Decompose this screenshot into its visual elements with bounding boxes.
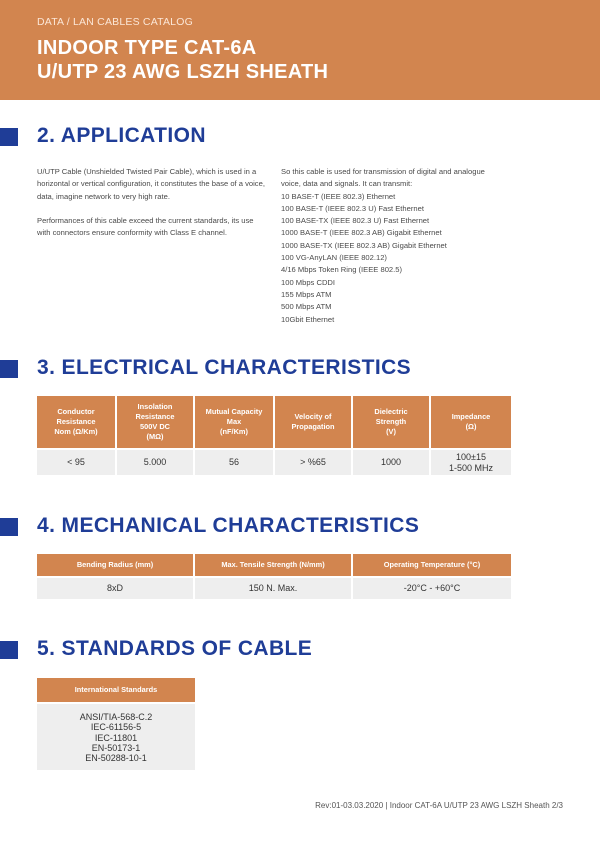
protocol-item: 4/16 Mbps Token Ring (IEEE 802.5) <box>281 265 403 275</box>
header-line: Dielectric <box>374 407 408 416</box>
header-line: Conductor <box>57 407 95 416</box>
bending-radius-value: 8xD <box>37 576 195 599</box>
impedance-value <box>431 448 511 475</box>
standards-list <box>37 704 195 770</box>
standard-item: IEC-61156-5 <box>90 722 142 733</box>
protocol-item: 500 Mbps ATM <box>281 302 332 312</box>
section-title-application: 2. APPLICATION <box>37 124 206 147</box>
application-paragraph-2: Performances of this cable exceed the current standards, its use with connectors ensure conformity with Class E channel. <box>37 215 254 238</box>
col-header-insulation-resistance <box>117 396 195 448</box>
conductor-resistance-value: < 95 <box>37 448 117 475</box>
section-marker-standards <box>0 641 18 659</box>
protocol-item: 100 BASE-T (IEEE 802.3 U) Fast Ethernet <box>281 203 424 213</box>
header-line: Impedance <box>451 412 491 421</box>
page-title <box>37 36 328 84</box>
insulation-resistance-value: 5.000 <box>117 448 195 475</box>
section-marker-electrical <box>0 360 18 378</box>
col-header-operating-temperature: Operating Temperature (°C) <box>353 554 511 576</box>
header-line: Strength <box>375 417 407 426</box>
protocol-item: 155 Mbps ATM <box>281 289 332 299</box>
protocol-item: 10Gbit Ethernet <box>281 314 335 324</box>
page-footer: Rev:01-03.03.2020 | Indoor CAT-6A U/UTP 23 AWG LSZH Sheath 2/3 <box>315 801 563 810</box>
section-title-standards: 5. STANDARDS OF CABLE <box>37 637 313 660</box>
impedance-value-line: 100±15 <box>456 451 486 462</box>
header-line: Nom (Ω/Km) <box>54 427 98 436</box>
col-header-velocity-of-propagation <box>275 396 353 448</box>
standard-item: ANSI/TIA-568-C.2 <box>79 712 153 722</box>
header-line: (MΩ) <box>146 432 164 441</box>
page-title-line-2: U/UTP 23 AWG LSZH SHEATH <box>37 61 329 83</box>
dielectric-strength-value: 1000 <box>353 448 431 475</box>
electrical-header-row <box>37 396 511 448</box>
impedance-value-line: 1-500 MHz <box>448 462 493 473</box>
header-line: 500V DC <box>140 422 170 431</box>
standards-header: International Standards <box>37 678 195 702</box>
header-line: Mutual Capacity <box>205 407 263 416</box>
protocol-item: 100 VG-AnyLAN (IEEE 802.12) <box>281 253 387 263</box>
application-left-column <box>37 166 269 239</box>
mutual-capacity-value: 56 <box>195 448 275 475</box>
mechanical-header-row <box>37 554 511 576</box>
electrical-table <box>37 396 511 475</box>
col-header-bending-radius: Bending Radius (mm) <box>37 554 195 576</box>
header-line: Resistance <box>135 412 175 421</box>
header-line: (nF/Km) <box>220 427 248 436</box>
header-line: (V) <box>386 427 396 436</box>
protocol-item: 100 Mbps CDDI <box>281 277 336 287</box>
electrical-value-row <box>37 448 511 475</box>
section-title-electrical: 3. ELECTRICAL CHARACTERISTICS <box>37 356 412 379</box>
application-right-column <box>281 166 506 326</box>
col-header-mutual-capacity <box>195 396 275 448</box>
standards-table <box>37 678 195 770</box>
header-line: Velocity of <box>294 412 332 421</box>
application-intro: So this cable is used for transmission of digital and analogue voice, data and signals. It can transmit: <box>281 167 485 189</box>
protocol-item: 100 BASE-TX (IEEE 802.3 U) Fast Ethernet <box>281 216 430 226</box>
col-header-dielectric-strength <box>353 396 431 448</box>
header-banner <box>0 0 600 100</box>
section-title-mechanical: 4. MECHANICAL CHARACTERISTICS <box>37 514 420 537</box>
mechanical-value-row <box>37 576 511 599</box>
protocol-item: 1000 BASE-T (IEEE 802.3 AB) Gigabit Ethernet <box>281 228 442 238</box>
header-line: Resistance <box>56 417 96 426</box>
header-line: Propagation <box>291 422 335 431</box>
tensile-strength-value: 150 N. Max. <box>195 576 353 599</box>
col-header-conductor-resistance <box>37 396 117 448</box>
velocity-of-propagation-value: > %65 <box>275 448 353 475</box>
header-line: (Ω) <box>465 422 477 431</box>
breadcrumb: DATA / LAN CABLES CATALOG <box>37 16 193 28</box>
col-header-impedance <box>431 396 511 448</box>
section-marker-mechanical <box>0 518 18 536</box>
standard-item: IEC-11801 <box>94 732 138 743</box>
protocol-item: 10 BASE-T (IEEE 802.3) Ethernet <box>281 191 396 201</box>
col-header-tensile-strength: Max. Tensile Strength (N/mm) <box>195 554 353 576</box>
section-marker-application <box>0 128 18 146</box>
mechanical-table <box>37 554 511 599</box>
application-paragraph-1: U/UTP Cable (Unshielded Twisted Pair Cable), which is used in a horizontal or vertical configuration, it constitutes the base of a voice, data, imagine network to very high rate. <box>37 167 265 201</box>
protocol-item: 1000 BASE-TX (IEEE 802.3 AB) Gigabit Ethernet <box>281 240 447 250</box>
standard-item: EN-50173-1 <box>91 742 141 753</box>
header-line: Insolation <box>137 402 173 411</box>
page-title-line-1: INDOOR TYPE CAT-6A <box>37 37 257 59</box>
operating-temperature-value: -20°C - +60°C <box>353 576 511 599</box>
standard-item: EN-50288-10-1 <box>85 753 147 764</box>
header-line: Max <box>226 417 242 426</box>
